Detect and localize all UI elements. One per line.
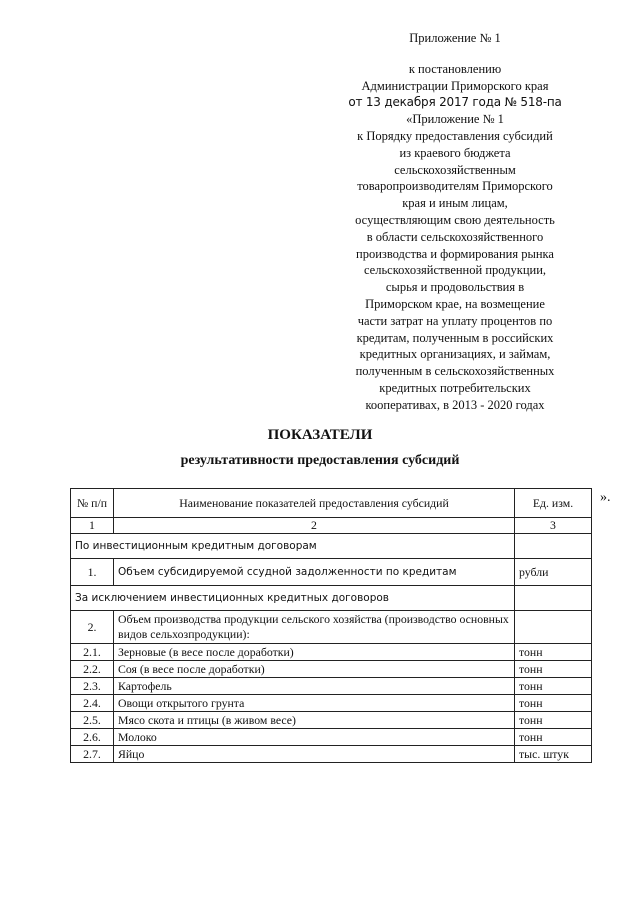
- row-name: Объем субсидируемой ссудной задолженности по кредитам: [114, 559, 515, 586]
- appendix-reference-line: кредитам, полученным в российских: [356, 330, 554, 345]
- page-title: ПОКАЗАТЕЛИ: [267, 427, 373, 443]
- row-name: Зерновые (в весе после доработки): [114, 644, 515, 661]
- row-name: Картофель: [114, 678, 515, 695]
- column-header-name: Наименование показателей предоставления субсидий: [114, 489, 515, 518]
- row-unit: тонн: [515, 729, 592, 746]
- decree-reference-line: к постановлению: [408, 61, 502, 76]
- column-header-unit: Ед. изм.: [515, 489, 592, 518]
- appendix-reference-line: кредитных организациях, и займам,: [359, 347, 551, 362]
- row-name: Соя (в весе после доработки): [114, 661, 515, 678]
- table-header-row: [71, 489, 592, 518]
- section-row: [71, 534, 592, 559]
- column-number: 2: [114, 518, 515, 534]
- table-row: [71, 746, 592, 763]
- column-numbers-row: [71, 518, 592, 534]
- table-row: [71, 712, 592, 729]
- column-number: 3: [515, 518, 592, 534]
- table-row: [71, 695, 592, 712]
- row-unit: тонн: [515, 712, 592, 729]
- appendix-reference-line: осуществляющим свою деятельность: [355, 212, 555, 227]
- row-name: Мясо скота и птицы (в живом весе): [114, 712, 515, 729]
- row-unit: [515, 611, 592, 644]
- page-subtitle: результативности предоставления субсидий: [180, 453, 460, 468]
- row-number: 2.2.: [71, 661, 114, 678]
- row-unit: тонн: [515, 695, 592, 712]
- section-row: [71, 586, 592, 611]
- appendix-reference-line: товаропроизводителям Приморского: [357, 179, 553, 194]
- row-number: 1.: [71, 559, 114, 586]
- appendix-reference-line: к Порядку предоставления субсидий: [357, 128, 553, 143]
- row-number: 2.: [71, 611, 114, 644]
- row-number: 2.7.: [71, 746, 114, 763]
- empty-cell: [515, 586, 592, 611]
- appendix-reference-line: производства и формирования рынка: [356, 246, 554, 261]
- row-name: Объем производства продукции сельского хозяйства (производство основных видов сельхозпродукции):: [114, 611, 515, 644]
- table-row: [71, 611, 592, 644]
- appendix-reference-line: из краевого бюджета: [399, 145, 511, 160]
- row-unit: тыс. штук: [515, 746, 592, 763]
- table-row: [71, 661, 592, 678]
- table-row: [71, 559, 592, 586]
- appendix-reference-line: в области сельскохозяйственного: [366, 229, 544, 244]
- column-header-number: № п/п: [71, 489, 114, 518]
- table-row: [71, 729, 592, 746]
- appendix-reference-line: кредитных потребительских: [379, 380, 531, 395]
- row-name: Овощи открытого грунта: [114, 695, 515, 712]
- table-row: [71, 678, 592, 695]
- appendix-reference-line: края и иным лицам,: [402, 196, 508, 211]
- appendix-title: Приложение № 1: [409, 31, 501, 45]
- section-title: По инвестиционным кредитным договорам: [71, 534, 515, 559]
- row-unit: рубли: [515, 559, 592, 586]
- row-unit: тонн: [515, 644, 592, 661]
- decree-reference-line: Администрации Приморского края: [361, 78, 549, 93]
- row-number: 2.4.: [71, 695, 114, 712]
- appendix-reference-line: полученным в сельскохозяйственных: [355, 364, 555, 379]
- appendix-reference-line: сельскохозяйственной продукции,: [363, 263, 547, 278]
- appendix-reference-line: Приморском крае, на возмещение: [365, 296, 545, 311]
- decree-date-number: от 13 декабря 2017 года № 518-па: [348, 95, 562, 110]
- appendix-reference-line: кооперативах, в 2013 - 2020 годах: [365, 397, 545, 412]
- row-number: 2.5.: [71, 712, 114, 729]
- row-number: 2.3.: [71, 678, 114, 695]
- appendix-reference-line: части затрат на уплату процентов по: [357, 313, 553, 328]
- row-unit: тонн: [515, 661, 592, 678]
- empty-cell: [515, 534, 592, 559]
- appendix-reference-line: «Приложение № 1: [406, 112, 504, 127]
- row-number: 2.1.: [71, 644, 114, 661]
- section-title: За исключением инвестиционных кредитных договоров: [71, 586, 515, 611]
- document-header: [330, 30, 580, 414]
- appendix-reference-line: сырья и продовольствия в: [385, 280, 525, 295]
- appendix-reference-line: сельскохозяйственным: [394, 162, 516, 177]
- row-name: Молоко: [114, 729, 515, 746]
- row-name: Яйцо: [114, 746, 515, 763]
- column-number: 1: [71, 518, 114, 534]
- row-unit: тонн: [515, 678, 592, 695]
- row-number: 2.6.: [71, 729, 114, 746]
- closing-quote: ».: [600, 490, 611, 505]
- table-row: [71, 644, 592, 661]
- indicators-table: [70, 488, 592, 763]
